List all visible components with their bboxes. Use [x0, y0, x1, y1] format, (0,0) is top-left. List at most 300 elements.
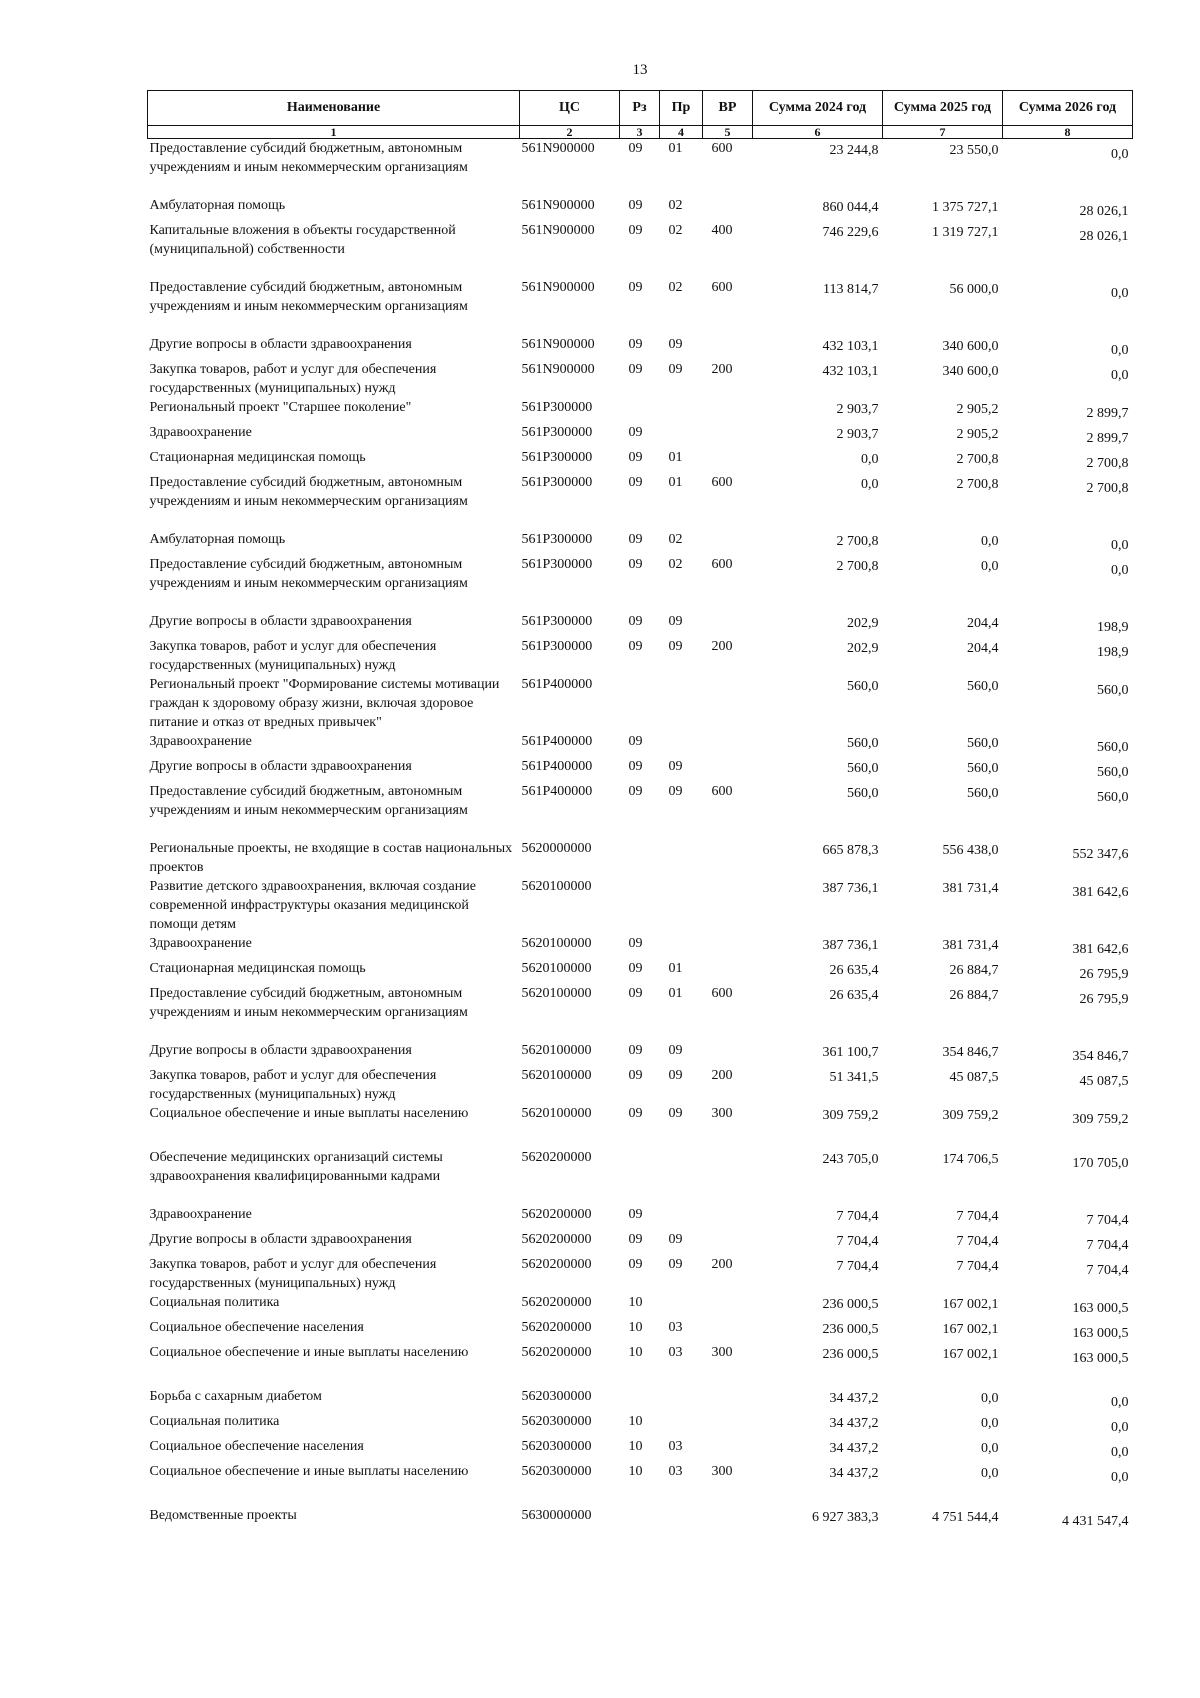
- row-cs: 561P300000: [521, 614, 593, 629]
- row-sum-2026: 4 431 547,4: [1062, 1514, 1129, 1529]
- row-rz: [620, 398, 660, 423]
- row-rz: [620, 839, 660, 877]
- row-rz: 10: [628, 1414, 643, 1429]
- row-sum-2024: 202,9: [847, 616, 879, 631]
- row-cs: 561N900000: [521, 223, 595, 238]
- row-name: Другие вопросы в области здравоохранения: [149, 1043, 412, 1058]
- row-name: Закупка товаров, работ и услуг для обеспечения государственных (муниципальных) нужд: [149, 362, 437, 396]
- row-sum-2026: 0,0: [1111, 368, 1129, 383]
- row-vr: [703, 1412, 753, 1437]
- row-sum-2026: 7 704,4: [1086, 1238, 1129, 1253]
- row-name: Предоставление субсидий бюджетным, автономным учреждениям и иным некоммерческим организациям: [149, 557, 468, 591]
- row-rz: 09: [628, 734, 643, 749]
- table-row: [148, 448, 1133, 473]
- row-pr: 09: [668, 1043, 683, 1058]
- row-name: Предоставление субсидий бюджетным, автономным учреждениям и иным некоммерческим организациям: [149, 475, 468, 509]
- row-sum-2024: 236 000,5: [822, 1347, 879, 1362]
- column-number: 7: [883, 126, 1003, 139]
- row-sum-2025: 556 438,0: [942, 843, 999, 858]
- row-sum-2026: 26 795,9: [1079, 992, 1129, 1007]
- table-row: [148, 335, 1133, 360]
- row-spacer: [148, 1022, 1133, 1041]
- row-rz: 09: [628, 1232, 643, 1247]
- row-cs: 5620200000: [521, 1345, 592, 1360]
- row-cs: 561P300000: [521, 400, 593, 415]
- row-sum-2025: 2 700,8: [956, 477, 999, 492]
- table-row: [148, 1318, 1133, 1343]
- row-sum-2025: 204,4: [967, 616, 999, 631]
- row-spacer: [148, 259, 1133, 278]
- row-name: Социальная политика: [149, 1414, 280, 1429]
- table-row: [148, 1255, 1133, 1293]
- row-vr: [703, 934, 753, 959]
- row-rz: 09: [628, 280, 643, 295]
- row-sum-2024: 243 705,0: [822, 1152, 879, 1167]
- row-sum-2026: 0,0: [1111, 147, 1129, 162]
- table-row: [148, 984, 1133, 1022]
- row-sum-2024: 23 244,8: [829, 143, 879, 158]
- row-rz: 09: [628, 614, 643, 629]
- table-row: [148, 877, 1133, 934]
- row-sum-2024: 2 700,8: [836, 559, 879, 574]
- row-name: Социальное обеспечение населения: [149, 1439, 364, 1454]
- table-row: [148, 196, 1133, 221]
- row-sum-2024: 432 103,1: [822, 364, 879, 379]
- table-row: [148, 139, 1133, 178]
- row-name: Обеспечение медицинских организаций системы здравоохранения квалифицированными кадрами: [149, 1150, 443, 1184]
- row-sum-2025: 7 704,4: [956, 1209, 999, 1224]
- row-name: Развитие детского здравоохранения, включая создание современной инфраструктуры оказания медицинской помощи детям: [149, 879, 476, 932]
- row-pr: 02: [668, 198, 683, 213]
- row-sum-2024: 202,9: [847, 641, 879, 656]
- row-sum-2025: 167 002,1: [942, 1347, 999, 1362]
- row-name: Здравоохранение: [149, 1207, 252, 1222]
- row-rz: 09: [628, 639, 643, 654]
- spacer-cell: [148, 511, 1133, 530]
- row-spacer: [148, 177, 1133, 196]
- row-pr: 02: [668, 532, 683, 547]
- row-sum-2025: 0,0: [981, 1416, 999, 1431]
- row-vr: [703, 1437, 753, 1462]
- row-vr: 600: [711, 986, 733, 1001]
- row-vr: [703, 398, 753, 423]
- row-name: Амбулаторная помощь: [149, 198, 286, 213]
- row-vr: [703, 1205, 753, 1230]
- row-pr: 01: [668, 986, 683, 1001]
- row-rz: 09: [628, 784, 643, 799]
- row-sum-2026: 309 759,2: [1072, 1112, 1129, 1127]
- row-sum-2024: 860 044,4: [822, 200, 879, 215]
- row-sum-2025: 7 704,4: [956, 1259, 999, 1274]
- row-name: Другие вопросы в области здравоохранения: [149, 1232, 412, 1247]
- row-vr: [703, 757, 753, 782]
- row-rz: 09: [628, 986, 643, 1001]
- row-sum-2025: 45 087,5: [949, 1070, 999, 1085]
- row-cs: 5620200000: [521, 1257, 592, 1272]
- row-cs: 561P300000: [521, 532, 593, 547]
- row-sum-2024: 0,0: [861, 477, 879, 492]
- row-name: Предоставление субсидий бюджетным, автономным учреждениям и иным некоммерческим организациям: [149, 280, 468, 314]
- row-vr: 200: [711, 1068, 733, 1083]
- row-sum-2025: 560,0: [967, 736, 999, 751]
- row-cs: 5620300000: [521, 1414, 592, 1429]
- row-vr: 300: [711, 1345, 733, 1360]
- row-sum-2025: 0,0: [981, 1441, 999, 1456]
- row-rz: 09: [628, 1257, 643, 1272]
- row-rz: 10: [628, 1320, 643, 1335]
- row-sum-2024: 7 704,4: [836, 1234, 879, 1249]
- row-sum-2025: 560,0: [967, 786, 999, 801]
- row-sum-2025: 7 704,4: [956, 1234, 999, 1249]
- row-name: Региональные проекты, не входящие в состав национальных проектов: [149, 841, 513, 875]
- spacer-cell: [148, 259, 1133, 278]
- row-sum-2024: 361 100,7: [822, 1045, 879, 1060]
- row-rz: 09: [628, 1207, 643, 1222]
- row-cs: 5620300000: [521, 1439, 592, 1454]
- row-sum-2024: 113 814,7: [823, 282, 879, 297]
- row-sum-2026: 0,0: [1111, 286, 1129, 301]
- row-sum-2025: 204,4: [967, 641, 999, 656]
- row-rz: 09: [628, 425, 643, 440]
- row-pr: 03: [668, 1345, 683, 1360]
- row-sum-2026: 0,0: [1111, 1470, 1129, 1485]
- row-sum-2026: 0,0: [1111, 1420, 1129, 1435]
- row-name: Другие вопросы в области здравоохранения: [149, 759, 412, 774]
- table-row: [148, 612, 1133, 637]
- row-sum-2024: 26 635,4: [829, 988, 879, 1003]
- table-row: [148, 1462, 1133, 1487]
- row-cs: 5620100000: [521, 986, 592, 1001]
- table-row: [148, 1230, 1133, 1255]
- row-rz: 09: [628, 1106, 643, 1121]
- table-row: [148, 782, 1133, 820]
- row-sum-2025: 560,0: [967, 761, 999, 776]
- row-pr: [660, 934, 703, 959]
- header-row: [148, 91, 1133, 126]
- table-row: [148, 934, 1133, 959]
- row-name: Социальное обеспечение и иные выплаты населению: [149, 1106, 469, 1121]
- row-name: Предоставление субсидий бюджетным, автономным учреждениям и иным некоммерческим организациям: [149, 986, 468, 1020]
- row-sum-2025: 0,0: [981, 534, 999, 549]
- row-pr: [660, 1148, 703, 1186]
- row-sum-2026: 2 700,8: [1086, 481, 1129, 496]
- row-vr: 600: [711, 141, 733, 156]
- row-sum-2025: 2 700,8: [956, 452, 999, 467]
- row-pr: [660, 1205, 703, 1230]
- row-sum-2024: 560,0: [847, 679, 879, 694]
- row-sum-2026: 381 642,6: [1072, 942, 1129, 957]
- row-sum-2025: 26 884,7: [949, 963, 999, 978]
- table-row: [148, 278, 1133, 316]
- column-number: 8: [1003, 126, 1133, 139]
- row-pr: [660, 423, 703, 448]
- row-cs: 561P400000: [521, 734, 593, 749]
- row-cs: 561N900000: [521, 362, 595, 377]
- row-pr: 09: [668, 639, 683, 654]
- column-number: 4: [660, 126, 703, 139]
- row-sum-2025: 167 002,1: [942, 1297, 999, 1312]
- row-spacer: [148, 1487, 1133, 1506]
- row-rz: 09: [628, 141, 643, 156]
- row-rz: [620, 675, 660, 732]
- row-pr: 03: [668, 1464, 683, 1479]
- table-row: [148, 1412, 1133, 1437]
- row-pr: [660, 675, 703, 732]
- row-sum-2026: 560,0: [1097, 765, 1129, 780]
- row-name: Закупка товаров, работ и услуг для обеспечения государственных (муниципальных) нужд: [149, 1068, 437, 1102]
- row-rz: 10: [628, 1345, 643, 1360]
- row-name: Предоставление субсидий бюджетным, автономным учреждениям и иным некоммерческим организациям: [149, 141, 468, 175]
- spacer-cell: [148, 316, 1133, 335]
- row-cs: 561N900000: [521, 337, 595, 352]
- row-sum-2024: 0,0: [861, 452, 879, 467]
- row-vr: [703, 1041, 753, 1066]
- row-name: Здравоохранение: [149, 936, 252, 951]
- row-cs: 5620100000: [521, 1106, 592, 1121]
- row-sum-2024: 236 000,5: [822, 1297, 879, 1312]
- row-pr: [660, 1412, 703, 1437]
- row-cs: 5620200000: [521, 1207, 592, 1222]
- row-name: Социальное обеспечение и иные выплаты населению: [149, 1464, 469, 1479]
- row-pr: 03: [668, 1320, 683, 1335]
- column-number: 1: [148, 126, 520, 139]
- row-sum-2024: 560,0: [847, 736, 879, 751]
- table-row: [148, 221, 1133, 259]
- row-spacer: [148, 1186, 1133, 1205]
- spacer-cell: [148, 1129, 1133, 1148]
- row-vr: 200: [711, 639, 733, 654]
- table-row: [148, 1205, 1133, 1230]
- table-body: [148, 139, 1133, 1532]
- row-sum-2026: 7 704,4: [1086, 1263, 1129, 1278]
- row-cs: 5620200000: [521, 1295, 592, 1310]
- row-sum-2024: 387 736,1: [822, 938, 879, 953]
- row-rz: 09: [628, 557, 643, 572]
- row-cs: 5620100000: [521, 936, 592, 951]
- table-row: [148, 530, 1133, 555]
- row-vr: [703, 877, 753, 934]
- row-sum-2025: 0,0: [981, 559, 999, 574]
- row-vr: [703, 423, 753, 448]
- row-vr: [703, 530, 753, 555]
- table-row: [148, 675, 1133, 732]
- row-cs: 5620300000: [521, 1464, 592, 1479]
- row-cs: 5620100000: [521, 1043, 592, 1058]
- row-rz: 09: [628, 337, 643, 352]
- table-row: [148, 555, 1133, 593]
- row-sum-2025: 309 759,2: [942, 1108, 999, 1123]
- row-vr: [703, 448, 753, 473]
- row-sum-2025: 381 731,4: [942, 881, 999, 896]
- row-vr: [703, 1230, 753, 1255]
- table-row: [148, 839, 1133, 877]
- row-rz: 09: [628, 1043, 643, 1058]
- row-spacer: [148, 1129, 1133, 1148]
- row-name: Закупка товаров, работ и услуг для обеспечения государственных (муниципальных) нужд: [149, 1257, 437, 1291]
- row-name: Капитальные вложения в объекты государственной (муниципальной) собственности: [149, 223, 456, 257]
- row-pr: 09: [668, 1257, 683, 1272]
- row-sum-2025: 560,0: [967, 679, 999, 694]
- row-pr: 01: [668, 961, 683, 976]
- row-name: Здравоохранение: [149, 734, 252, 749]
- row-sum-2024: 2 903,7: [836, 427, 879, 442]
- spacer-cell: [148, 593, 1133, 612]
- budget-table-container: [147, 90, 1132, 1531]
- row-name: Амбулаторная помощь: [149, 532, 286, 547]
- row-sum-2025: 4 751 544,4: [932, 1510, 999, 1525]
- table-row: [148, 1041, 1133, 1066]
- row-sum-2026: 198,9: [1097, 620, 1129, 635]
- row-rz: 09: [628, 759, 643, 774]
- row-sum-2024: 2 903,7: [836, 402, 879, 417]
- spacer-cell: [148, 1022, 1133, 1041]
- row-sum-2025: 1 375 727,1: [932, 200, 999, 215]
- table-row: [148, 959, 1133, 984]
- header-sum-2024: Сумма 2024 год: [753, 91, 883, 126]
- row-sum-2025: 340 600,0: [942, 339, 999, 354]
- row-rz: 09: [628, 223, 643, 238]
- row-spacer: [148, 511, 1133, 530]
- row-cs: 561N900000: [521, 141, 595, 156]
- row-name: Социальное обеспечение и иные выплаты населению: [149, 1345, 469, 1360]
- spacer-cell: [148, 1368, 1133, 1387]
- row-sum-2026: 45 087,5: [1079, 1074, 1129, 1089]
- row-sum-2025: 0,0: [981, 1391, 999, 1406]
- header-sum-2025: Сумма 2025 год: [883, 91, 1003, 126]
- row-pr: 01: [668, 141, 683, 156]
- column-number: 5: [703, 126, 753, 139]
- row-pr: [660, 1506, 703, 1531]
- table-row: [148, 1387, 1133, 1412]
- row-vr: 300: [711, 1106, 733, 1121]
- row-sum-2024: 236 000,5: [822, 1322, 879, 1337]
- row-sum-2026: 163 000,5: [1072, 1351, 1129, 1366]
- row-sum-2024: 432 103,1: [822, 339, 879, 354]
- row-rz: 09: [628, 961, 643, 976]
- row-sum-2024: 309 759,2: [822, 1108, 879, 1123]
- table-row: [148, 1506, 1133, 1531]
- row-vr: [703, 1148, 753, 1186]
- row-name: Ведомственные проекты: [149, 1508, 297, 1523]
- row-cs: 5620100000: [521, 879, 592, 894]
- row-rz: 09: [628, 362, 643, 377]
- row-sum-2024: 26 635,4: [829, 963, 879, 978]
- row-pr: [660, 1387, 703, 1412]
- spacer-cell: [148, 820, 1133, 839]
- row-spacer: [148, 593, 1133, 612]
- row-rz: [620, 877, 660, 934]
- row-sum-2024: 7 704,4: [836, 1259, 879, 1274]
- table-row: [148, 1104, 1133, 1129]
- row-sum-2026: 26 795,9: [1079, 967, 1129, 982]
- row-sum-2025: 2 905,2: [956, 427, 999, 442]
- row-sum-2025: 340 600,0: [942, 364, 999, 379]
- row-sum-2024: 560,0: [847, 761, 879, 776]
- page-number: 13: [632, 62, 648, 78]
- header-sum-2026: Сумма 2026 год: [1003, 91, 1133, 126]
- row-cs: 5630000000: [521, 1508, 592, 1523]
- row-sum-2026: 0,0: [1111, 1395, 1129, 1410]
- row-sum-2026: 552 347,6: [1072, 847, 1129, 862]
- row-sum-2025: 23 550,0: [949, 143, 999, 158]
- row-vr: [703, 959, 753, 984]
- row-vr: 200: [711, 1257, 733, 1272]
- row-vr: [703, 1387, 753, 1412]
- row-pr: 03: [668, 1439, 683, 1454]
- spacer-cell: [148, 177, 1133, 196]
- row-vr: 300: [711, 1464, 733, 1479]
- table-row: [148, 1437, 1133, 1462]
- row-vr: [703, 839, 753, 877]
- row-pr: 09: [668, 1068, 683, 1083]
- row-pr: 09: [668, 1106, 683, 1121]
- row-sum-2026: 560,0: [1097, 683, 1129, 698]
- row-cs: 561P300000: [521, 425, 593, 440]
- table-row: [148, 473, 1133, 511]
- row-pr: [660, 1293, 703, 1318]
- row-pr: [660, 732, 703, 757]
- header-rz: Рз: [620, 91, 660, 126]
- table-row: [148, 1293, 1133, 1318]
- row-name: Борьба с сахарным диабетом: [149, 1389, 322, 1404]
- row-sum-2026: 170 705,0: [1072, 1156, 1129, 1171]
- row-cs: 5620100000: [521, 961, 592, 976]
- spacer-cell: [148, 1487, 1133, 1506]
- row-sum-2024: 34 437,2: [829, 1416, 879, 1431]
- row-sum-2026: 0,0: [1111, 563, 1129, 578]
- row-sum-2024: 34 437,2: [829, 1441, 879, 1456]
- column-number: 3: [620, 126, 660, 139]
- row-rz: 09: [628, 1068, 643, 1083]
- row-pr: 09: [668, 614, 683, 629]
- row-vr: 400: [711, 223, 733, 238]
- row-name: Социальное обеспечение населения: [149, 1320, 364, 1335]
- row-sum-2026: 198,9: [1097, 645, 1129, 660]
- row-sum-2024: 746 229,6: [822, 225, 879, 240]
- row-name: Социальная политика: [149, 1295, 280, 1310]
- row-spacer: [148, 1368, 1133, 1387]
- row-cs: 5620200000: [521, 1320, 592, 1335]
- row-sum-2025: 174 706,5: [942, 1152, 999, 1167]
- row-sum-2026: 0,0: [1111, 1445, 1129, 1460]
- row-vr: [703, 612, 753, 637]
- row-spacer: [148, 820, 1133, 839]
- budget-table: [147, 90, 1133, 1531]
- row-sum-2026: 2 899,7: [1086, 406, 1129, 421]
- row-pr: 09: [668, 1232, 683, 1247]
- row-pr: 01: [668, 475, 683, 490]
- table-row: [148, 1066, 1133, 1104]
- row-spacer: [148, 316, 1133, 335]
- column-number: 6: [753, 126, 883, 139]
- row-name: Другие вопросы в области здравоохранения: [149, 337, 412, 352]
- row-sum-2024: 6 927 383,3: [812, 1510, 879, 1525]
- row-sum-2026: 163 000,5: [1072, 1326, 1129, 1341]
- row-sum-2024: 34 437,2: [829, 1391, 879, 1406]
- table-row: [148, 757, 1133, 782]
- table-row: [148, 1343, 1133, 1368]
- row-cs: 561P300000: [521, 450, 593, 465]
- row-name: Стационарная медицинская помощь: [149, 450, 366, 465]
- row-pr: [660, 839, 703, 877]
- row-pr: [660, 877, 703, 934]
- row-sum-2026: 381 642,6: [1072, 885, 1129, 900]
- row-vr: [703, 1318, 753, 1343]
- spacer-cell: [148, 1186, 1133, 1205]
- row-sum-2025: 0,0: [981, 1466, 999, 1481]
- row-cs: 5620300000: [521, 1389, 592, 1404]
- row-sum-2024: 7 704,4: [836, 1209, 879, 1224]
